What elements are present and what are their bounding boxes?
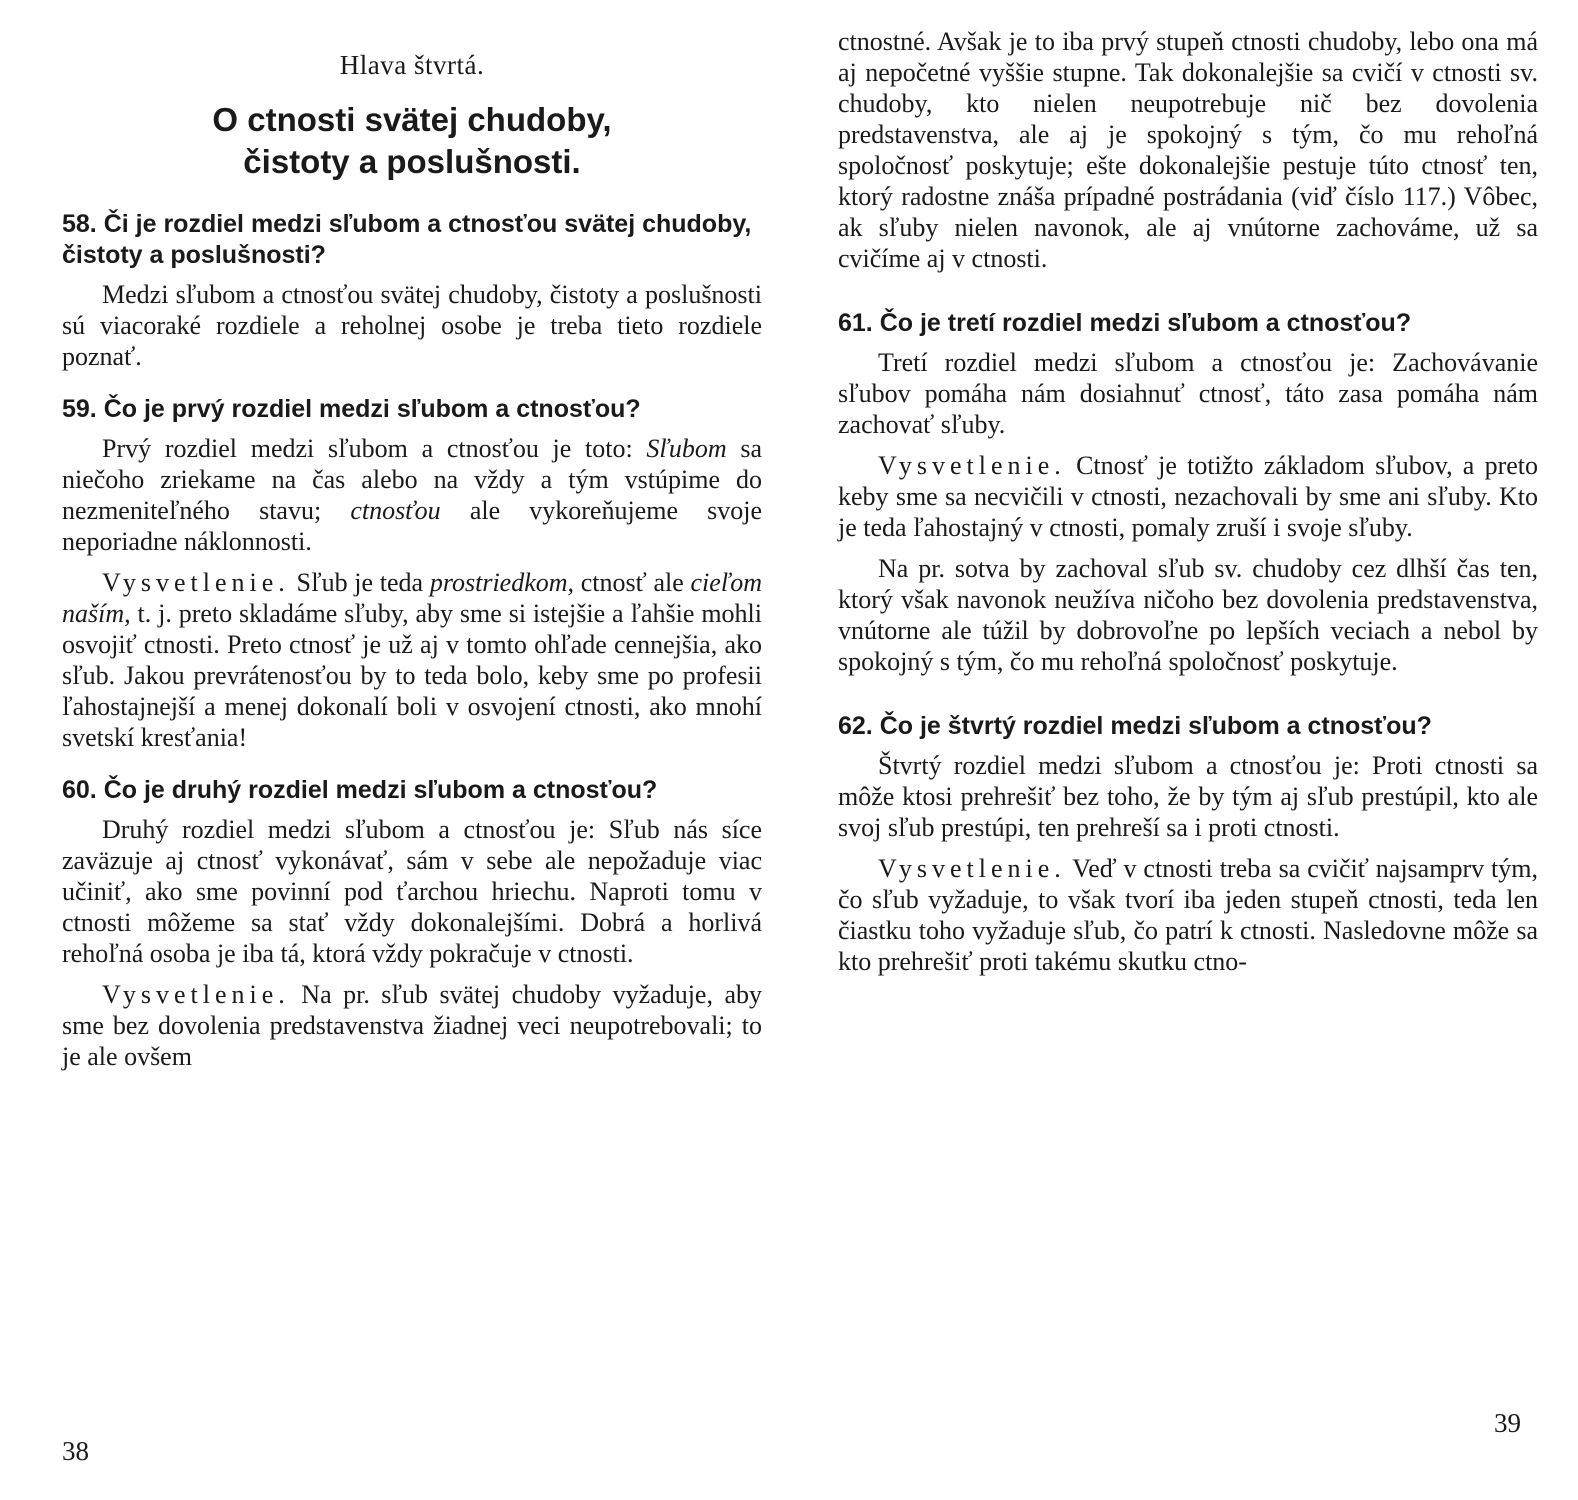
answer-59-em-slubom: Sľubom bbox=[646, 434, 727, 463]
answer-61: Tretí rozdiel medzi sľubom a ctnosťou je: Zachovávanie sľubov pomáha nám dosiahnuť ctnosť, táto zasa pomáha nám zachovať sľuby. bbox=[838, 348, 1538, 439]
answer-59 bbox=[62, 433, 762, 557]
chapter-title bbox=[62, 99, 762, 183]
explanation-60-continued: ctnostné. Avšak je to iba prvý stupeň ctnosti chudoby, lebo ona má aj nepočetné vyššie stupne. Tak dokonalejšie sa cvičí v ctnosti sv. chudoby, kto nielen neupotrebuje nič bez dovolenia predstavenstva, ale aj je spokojný s tým, čo mu rehoľná spoločnosť poskytuje; ešte dokonalejšie pestuje túto ctnosť ten, ktorý radostne znáša prípadné postrádania (viď číslo 117.) Vôbec, ak sľuby nielen navonok, ale aj vnútorne zachováme, už sa cvičíme aj v ctnosti. bbox=[838, 27, 1538, 273]
explanation-label: Vysvetlenie. bbox=[102, 568, 290, 597]
left-page bbox=[62, 0, 762, 1072]
question-60: 60. Čo je druhý rozdiel medzi sľubom a ctnosťou? bbox=[62, 776, 658, 804]
right-page bbox=[838, 26, 1538, 977]
explanation-61 bbox=[838, 450, 1538, 543]
example-61: Na pr. sotva by zachoval sľub sv. chudoby cez dlhší čas ten, ktorý však navonok neužíva ničoho bez dovolenia predstavenstva, vnútorne ale túžil by dobrovoľne po lepších veciach a nebol by spokojný s tým, čo mu rehoľná spoločnosť poskytuje. bbox=[838, 554, 1538, 676]
question-61: 61. Čo je tretí rozdiel medzi sľubom a ctnosťou? bbox=[838, 309, 1412, 337]
answer-62: Štvrtý rozdiel medzi sľubom a ctnosťou je: Proti ctnosti sa môže ktosi prehrešiť bez toho, že by tým aj sľub prestúpil, kto ale svoj sľub prestúpi, ten prehreší sa i proti ctnosti. bbox=[838, 751, 1538, 842]
answer-60: Druhý rozdiel medzi sľubom a ctnosťou je: Sľub nás síce zaväzuje aj ctnosť vykonávať, sám v sebe ale nepožaduje viac učiniť, ako sme povinní pod ťarchou hriechu. Naproti tomu v ctnosti môžeme sa stať vždy dokonalejšími. Dobrá a horlivá rehoľná osoba je iba tá, ktorá vždy pokračuje v ctnosti. bbox=[62, 815, 762, 968]
chapter-title-line-1: O ctnosti svätej chudoby, bbox=[212, 101, 612, 138]
answer-59-em-ctnostou: ctnosťou bbox=[350, 496, 441, 525]
explanation-label: Vysvetlenie. bbox=[878, 451, 1066, 480]
explanation-61-text: Ctnosť je totižto základom sľubov, a preto keby sme sa necvičili v ctnosti, nezachovali by sme ani sľuby. Kto je teda ľahostajný v ctnosti, pomaly zruší i svoje sľuby. bbox=[838, 451, 1539, 542]
answer-58: Medzi sľubom a ctnosťou svätej chudoby, čistoty a poslušnosti sú viacoraké rozdiele a reholnej osobe je treba tieto rozdiele poznať. bbox=[62, 280, 762, 371]
chapter-label: Hlava štvrtá. bbox=[339, 50, 485, 80]
explanation-59-em-a: prostriedkom, bbox=[429, 568, 575, 597]
explanation-59-em-b: cieľom naším, bbox=[62, 568, 763, 628]
answer-59-text-e: ale vykoreňujeme svoje neporiadne náklonnosti. bbox=[62, 496, 762, 556]
question-62: 62. Čo je štvrtý rozdiel medzi sľubom a ctnosťou? bbox=[838, 712, 1432, 740]
question-59: 59. Čo je prvý rozdiel medzi sľubom a ctnosťou? bbox=[62, 395, 641, 423]
explanation-60-text: Na pr. sľub svätej chudoby vyžaduje, aby sme bez dovolenia predstavenstva žiadnej veci neupotrebovali; to je ale ovšem bbox=[62, 980, 762, 1071]
explanation-label: Vysvetlenie. bbox=[102, 980, 290, 1009]
explanation-60 bbox=[62, 979, 762, 1072]
explanation-62-text: Veď v ctnosti treba sa cvičiť najsamprv tým, čo sľub vyžaduje, to však tvorí iba jeden stupeň ctnosti, teda len čiastku toho vyžaduje sľub, čo patrí k ctnosti. Nasledovne môže sa kto prehrešiť proti takému skutku ctno- bbox=[838, 854, 1538, 976]
chapter-title-line-2: čistoty a poslušnosti. bbox=[243, 143, 581, 180]
page-number-left: 38 bbox=[62, 1436, 89, 1466]
explanation-59-text-c: ctnosť ale bbox=[580, 568, 684, 597]
explanation-62 bbox=[838, 853, 1538, 977]
answer-59-text-a: Prvý rozdiel medzi sľubom a ctnosťou je toto: bbox=[102, 434, 633, 463]
explanation-59-text-a: Sľub je teda bbox=[296, 568, 424, 597]
page-number-right: 39 bbox=[1494, 1408, 1521, 1438]
explanation-59 bbox=[62, 567, 762, 753]
answer-59-text-c: sa niečoho zriekame na čas alebo na vždy a tým vstúpime do nezmeniteľného stavu; bbox=[62, 434, 763, 525]
explanation-label: Vysvetlenie. bbox=[878, 854, 1066, 883]
question-58: 58. Či je rozdiel medzi sľubom a ctnosťou svätej chudoby, čistoty a poslušnosti? bbox=[62, 210, 752, 269]
explanation-59-text-e: t. j. preto skladáme sľuby, aby sme si istejšie a ľahšie mohli osvojiť ctnosti. Preto ctnosť je už aj v tomto ohľade cennejšia, ako sľub. Jakou prevrátenosťou by to teda bolo, keby sme po profesii ľahostajnejší a menej dokonalí boli v osvojení ctnosti, ako mnohí svetskí kresťania! bbox=[62, 599, 763, 752]
